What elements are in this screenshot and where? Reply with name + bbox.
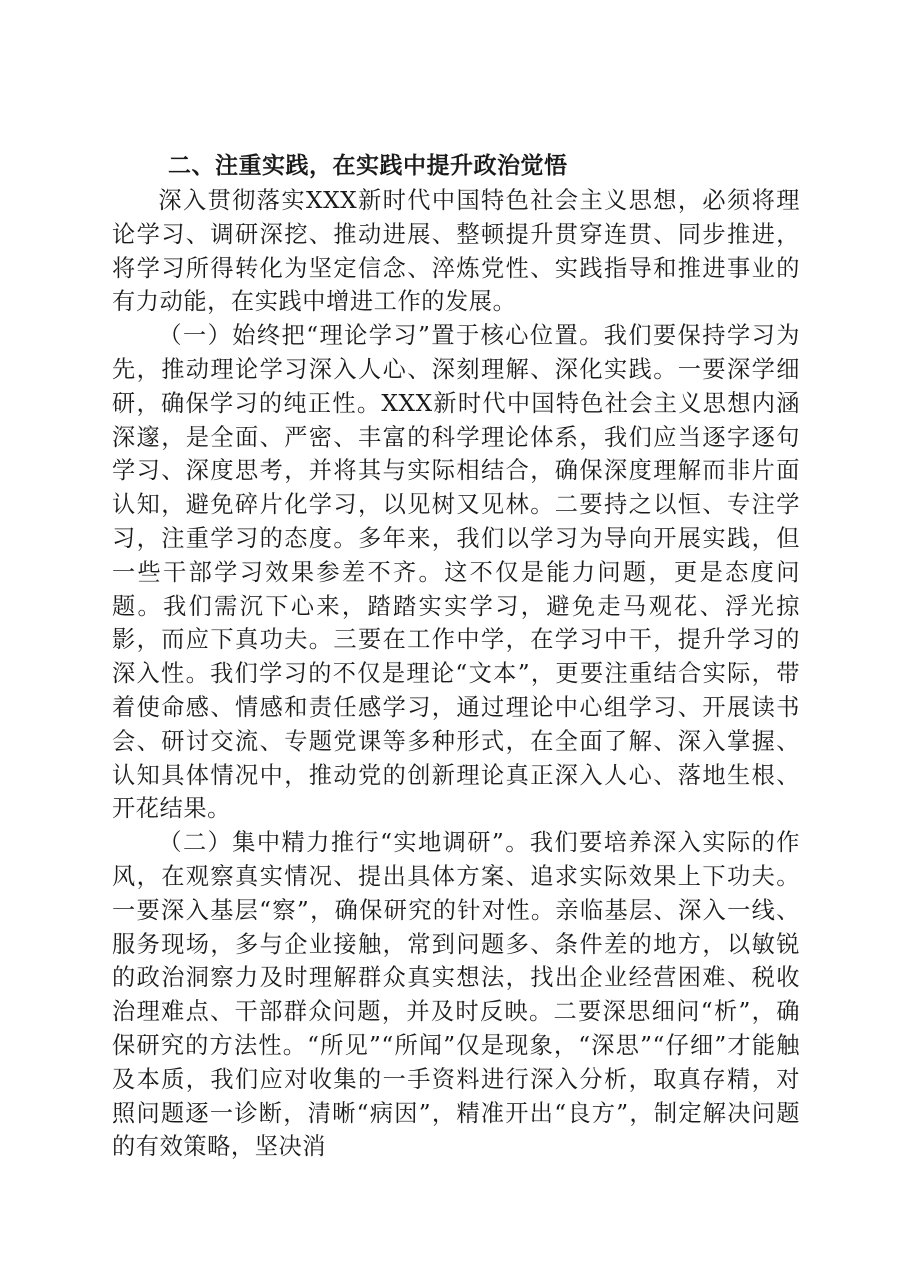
document-body xyxy=(112,148,800,1164)
intro-paragraph: 深入贯彻落实XXX新时代中国特色社会主义思想，必须将理论学习、调研深挖、推动进展、整顿提升贯穿连贯、同步推进，将学习所得转化为坚定信念、淬炼党性、实践指导和推进事业的有力动能，在实践中增进工作的发展。 xyxy=(112,187,800,316)
theory-study-paragraph: （一）始终把“理论学习”置于核心位置。我们要保持学习为先，推动理论学习深入人心、深刻理解、深化实践。一要深学细研，确保学习的纯正性。XXX新时代中国特色社会主义思想内涵深邃，是全面、严密、丰富的科学理论体系，我们应当逐字逐句学习、深度思考，并将其与实际相结合，确保深度理解而非片面认知，避免碎片化学习，以见树又见林。二要持之以恒、专注学习，注重学习的态度。多年来，我们以学习为导向开展实践，但一些干部学习效果参差不齐。这不仅是能力问题，更是态度问题。我们需沉下心来，踏踏实实学习，避免走马观花、浮光掠影，而应下真功夫。三要在工作中学，在学习中干，提升学习的深入性。我们学习的不仅是理论“文本”，更要注重结合实际，带着使命感、情感和责任感学习，通过理论中心组学习、开展读书会、研讨交流、专题党课等多种形式，在全面了解、深入掌握、认知具体情况中，推动党的创新理论真正深入人心、落地生根、开花结果。 xyxy=(112,322,800,823)
section-heading: 二、注重实践，在实践中提升政治觉悟 xyxy=(168,153,568,179)
field-research-paragraph: （二）集中精力推行“实地调研”。我们要培养深入实际的作风，在观察真实情况、提出具体方案、追求实际效果上下功夫。一要深入基层“察”，确保研究的针对性。亲临基层、深入一线、服务现场，多与企业接触，常到问题多、条件差的地方，以敏锐的政治洞察力及时理解群众真实想法，找出企业经营困难、税收治理难点、干部群众问题，并及时反映。二要深思细问“析”，确保研究的方法性。“所见”“所闻”仅是现象，“深思”“仔细”才能触及本质，我们应对收集的一手资料进行深入分析，取真存精，对照问题逐一诊断，清晰“病因”，精准开出“良方”，制定解决问题的有效策略，坚决消 xyxy=(112,829,800,1161)
